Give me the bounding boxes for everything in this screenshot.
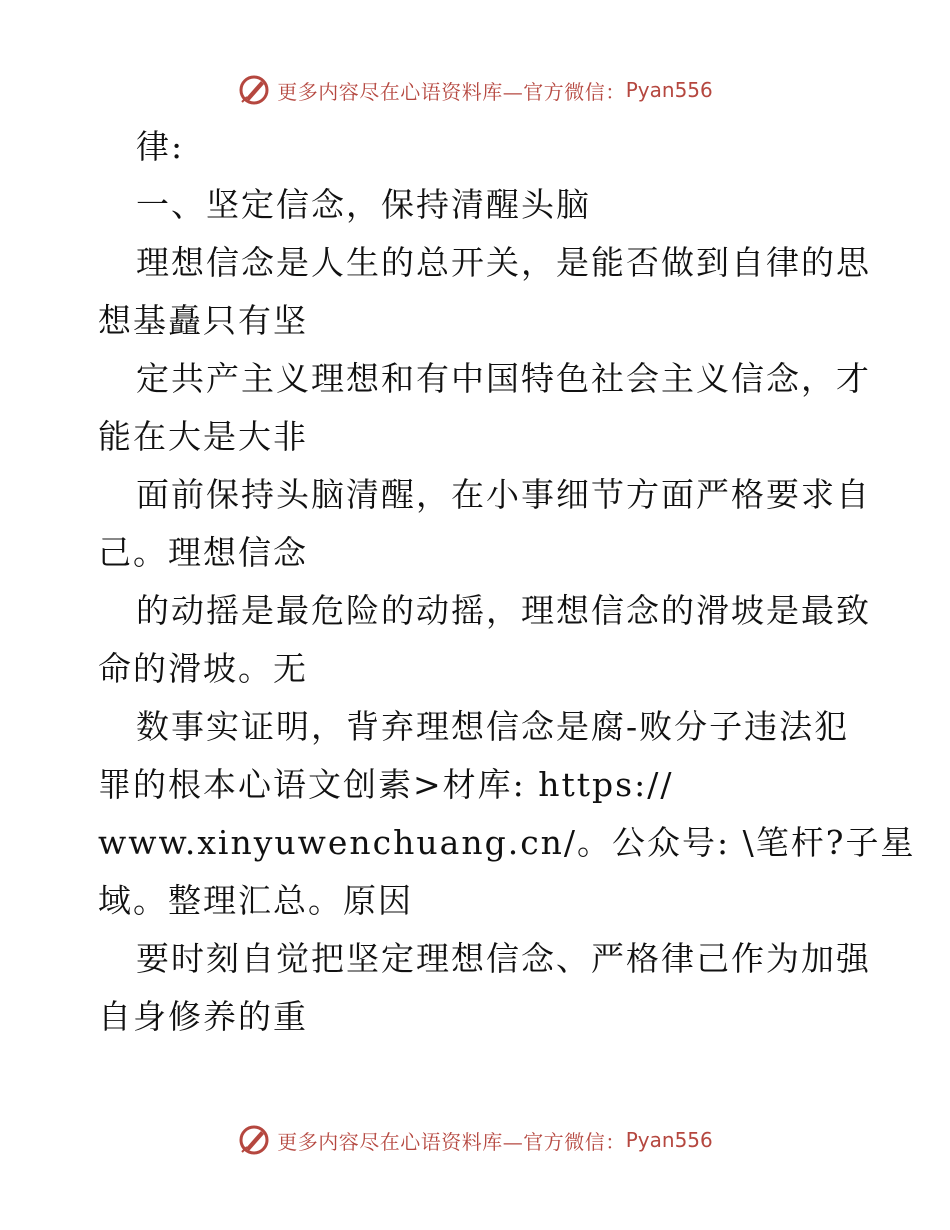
text-line: 定共产主义理想和有中国特色社会主义信念，才 (136, 359, 871, 398)
text-line: 的动摇是最危险的动摇，理想信念的滑坡是最致 (136, 591, 871, 630)
text-line: 要时刻自觉把坚定理想信念、严格律己作为加强 (136, 939, 871, 978)
text-line: 想基矗只有坚 (98, 301, 308, 340)
footer-wechat-id: Pyan556 (625, 1128, 713, 1152)
text-line: 数事实证明，背弃理想信念是腐-败分子违法犯 (136, 707, 850, 746)
text-line: 域。整理汇总。原因 (98, 881, 413, 920)
header-banner (0, 70, 950, 110)
text-line: 能在大是大非 (98, 417, 308, 456)
text-line: 理想信念是人生的总开关，是能否做到自律的思 (136, 243, 871, 282)
document-body (98, 118, 916, 1046)
text-line: 命的滑坡。无 (98, 649, 308, 688)
header-wechat-id: Pyan556 (625, 78, 713, 102)
text-line: 罪的根本心语文创素>材库: https:// (98, 765, 674, 804)
header-banner-text: 更多内容尽在心语资料库—官方微信： (277, 79, 626, 104)
text-line: 自身修养的重 (98, 997, 308, 1036)
text-line: 律: (136, 127, 185, 166)
quill-pen-logo-icon (237, 1123, 271, 1157)
quill-pen-logo-icon (237, 73, 271, 107)
footer-banner (0, 1120, 950, 1160)
text-line: 面前保持头脑清醒，在小事细节方面严格要求自 (136, 475, 871, 514)
text-line: 己。理想信念 (98, 533, 308, 572)
text-line: www.xinyuwenchuang.cn/。公众号: \笔杆?子星 (98, 823, 916, 862)
footer-banner-text: 更多内容尽在心语资料库—官方微信： (277, 1129, 626, 1154)
section-heading: 一、坚定信念，保持清醒头脑 (136, 185, 591, 224)
